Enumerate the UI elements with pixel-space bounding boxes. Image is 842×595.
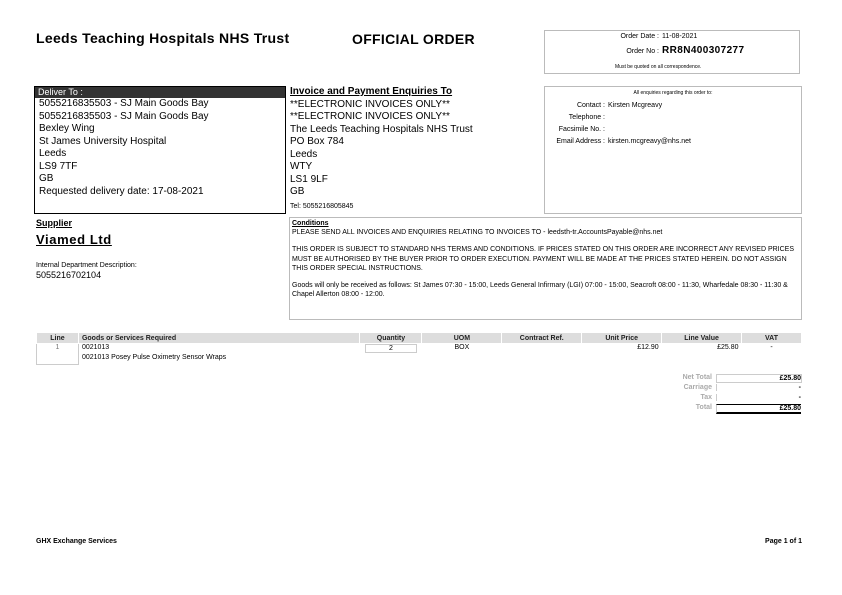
document-title: OFFICIAL ORDER [352, 31, 475, 47]
invoice-line: PO Box 784 [290, 136, 344, 147]
footer-provider: GHX Exchange Services [36, 538, 117, 545]
deliver-line: 5055216835503 - SJ Main Goods Bay [39, 110, 209, 122]
conditions-invoices: PLEASE SEND ALL INVOICES AND ENQUIRIES RELATING TO INVOICES TO - leedsth-tr.AccountsPayable@nhs.net [292, 229, 663, 237]
col-line-value: Line Value [662, 333, 742, 344]
item-unit-price: £12.90 [637, 344, 659, 351]
order-info-box [544, 30, 800, 74]
contact-note: All enquiries regarding this order to: [633, 90, 713, 96]
facsimile-label: Facsimile No. : [558, 126, 605, 133]
email-label: Email Address : [556, 138, 605, 145]
order-date-label: Order Date : [620, 33, 659, 40]
tax-label: Tax [700, 394, 712, 401]
supplier-label: Supplier [36, 218, 73, 228]
total-value: £25.80 [716, 404, 801, 414]
net-total-value: £25.80 [716, 374, 802, 383]
order-date-value: 11-08-2021 [662, 33, 698, 40]
table-row-description [37, 354, 802, 364]
order-no-label: Order No : [626, 48, 659, 55]
invoice-line: WTY [290, 161, 313, 172]
col-contract-ref: Contract Ref. [502, 333, 582, 344]
line-number: 1 [37, 344, 79, 365]
invoice-line: **ELECTRONIC INVOICES ONLY** [290, 111, 450, 122]
col-line: Line [37, 333, 79, 344]
quote-note: Must be quoted on all correspondence. [615, 64, 702, 70]
tax-value: - [716, 394, 801, 401]
supplier-name: Viamed Ltd [36, 232, 112, 247]
invoice-line: **ELECTRONIC INVOICES ONLY** [290, 98, 450, 110]
invoice-address [290, 86, 540, 213]
telephone-label: Telephone : [568, 114, 605, 121]
col-vat: VAT [742, 333, 802, 344]
item-code: 0021013 [81, 344, 110, 351]
deliver-line: 5055216835503 - SJ Main Goods Bay [39, 98, 209, 109]
invoice-line: The Leeds Teaching Hospitals NHS Trust [290, 123, 473, 135]
invoice-telephone: Tel: 5055216805845 [290, 202, 354, 210]
email-value[interactable]: kirsten.mcgreavy@nhs.net [608, 138, 691, 145]
carriage-label: Carriage [683, 384, 712, 391]
deliver-line: Bexley Wing [39, 123, 95, 134]
col-uom: UOM [422, 333, 502, 344]
col-quantity: Quantity [360, 333, 422, 344]
department-label: Internal Department Description: [36, 262, 137, 269]
deliver-line: GB [39, 173, 54, 184]
total-label: Total [695, 404, 712, 411]
page-number: Page 1 of 1 [765, 538, 802, 545]
item-line-value: £25.80 [717, 344, 739, 351]
item-quantity: 2 [365, 344, 417, 353]
deliver-line: LS9 7TF [39, 160, 78, 172]
conditions-delivery-times: Goods will only be received as follows: St James 07:30 - 15:00, Leeds General Infirmary (LGI) 07:00 - 15:00, Seacroft 08:00 - 11:30, Wharfedale 08:30 - 11:30 & Chapel Allerton 08:00 - 12:00. [292, 282, 788, 299]
invoice-line: Leeds [290, 148, 318, 160]
net-total-label: Net Total [682, 374, 712, 381]
deliver-line: Leeds [39, 148, 67, 159]
conditions-terms: THIS ORDER IS SUBJECT TO STANDARD NHS TERMS AND CONDITIONS. IF PRICES STATED ON THIS ORDER ARE INCORRECT ANY REVISED PRICES MUST BE AUTHORISED BY THE BUYER PRIOR TO ORDER EXECUTION. PAYMENT WILL BE MADE AT THE PRICES STATED HEREIN. DO NOT ASSIGN THIS ORDER SPECIAL INSTRUCTIONS. [292, 246, 795, 272]
deliver-line: St James University Hospital [39, 135, 167, 147]
deliver-to-box [34, 86, 286, 214]
item-vat: - [770, 344, 773, 351]
contact-value: Kirsten Mcgreavy [608, 102, 663, 109]
conditions-heading: Conditions [292, 220, 329, 227]
department-value: 5055216702104 [36, 270, 102, 280]
col-unit-price: Unit Price [582, 333, 662, 344]
order-no-value: RR8N400307277 [662, 45, 745, 56]
conditions-box [289, 217, 802, 320]
invoice-heading: Invoice and Payment Enquiries To [290, 86, 453, 97]
invoice-line: LS1 9LF [290, 173, 328, 185]
contact-box [544, 86, 802, 214]
table-row [37, 344, 802, 355]
item-contract-ref [502, 344, 582, 355]
requested-delivery-date: Requested delivery date: 17-08-2021 [39, 185, 204, 197]
item-uom: BOX [454, 344, 470, 351]
table-header-row [37, 333, 802, 344]
organisation-name: Leeds Teaching Hospitals NHS Trust [36, 30, 290, 46]
order-items-table [36, 332, 802, 365]
item-description: 0021013 Posey Pulse Oximetry Sensor Wraps [81, 354, 227, 361]
invoice-line: GB [290, 186, 305, 197]
col-goods: Goods or Services Required [78, 333, 360, 344]
contact-label: Contact : [576, 102, 605, 109]
carriage-value: - [716, 384, 801, 391]
deliver-to-heading: Deliver To : [35, 87, 285, 98]
